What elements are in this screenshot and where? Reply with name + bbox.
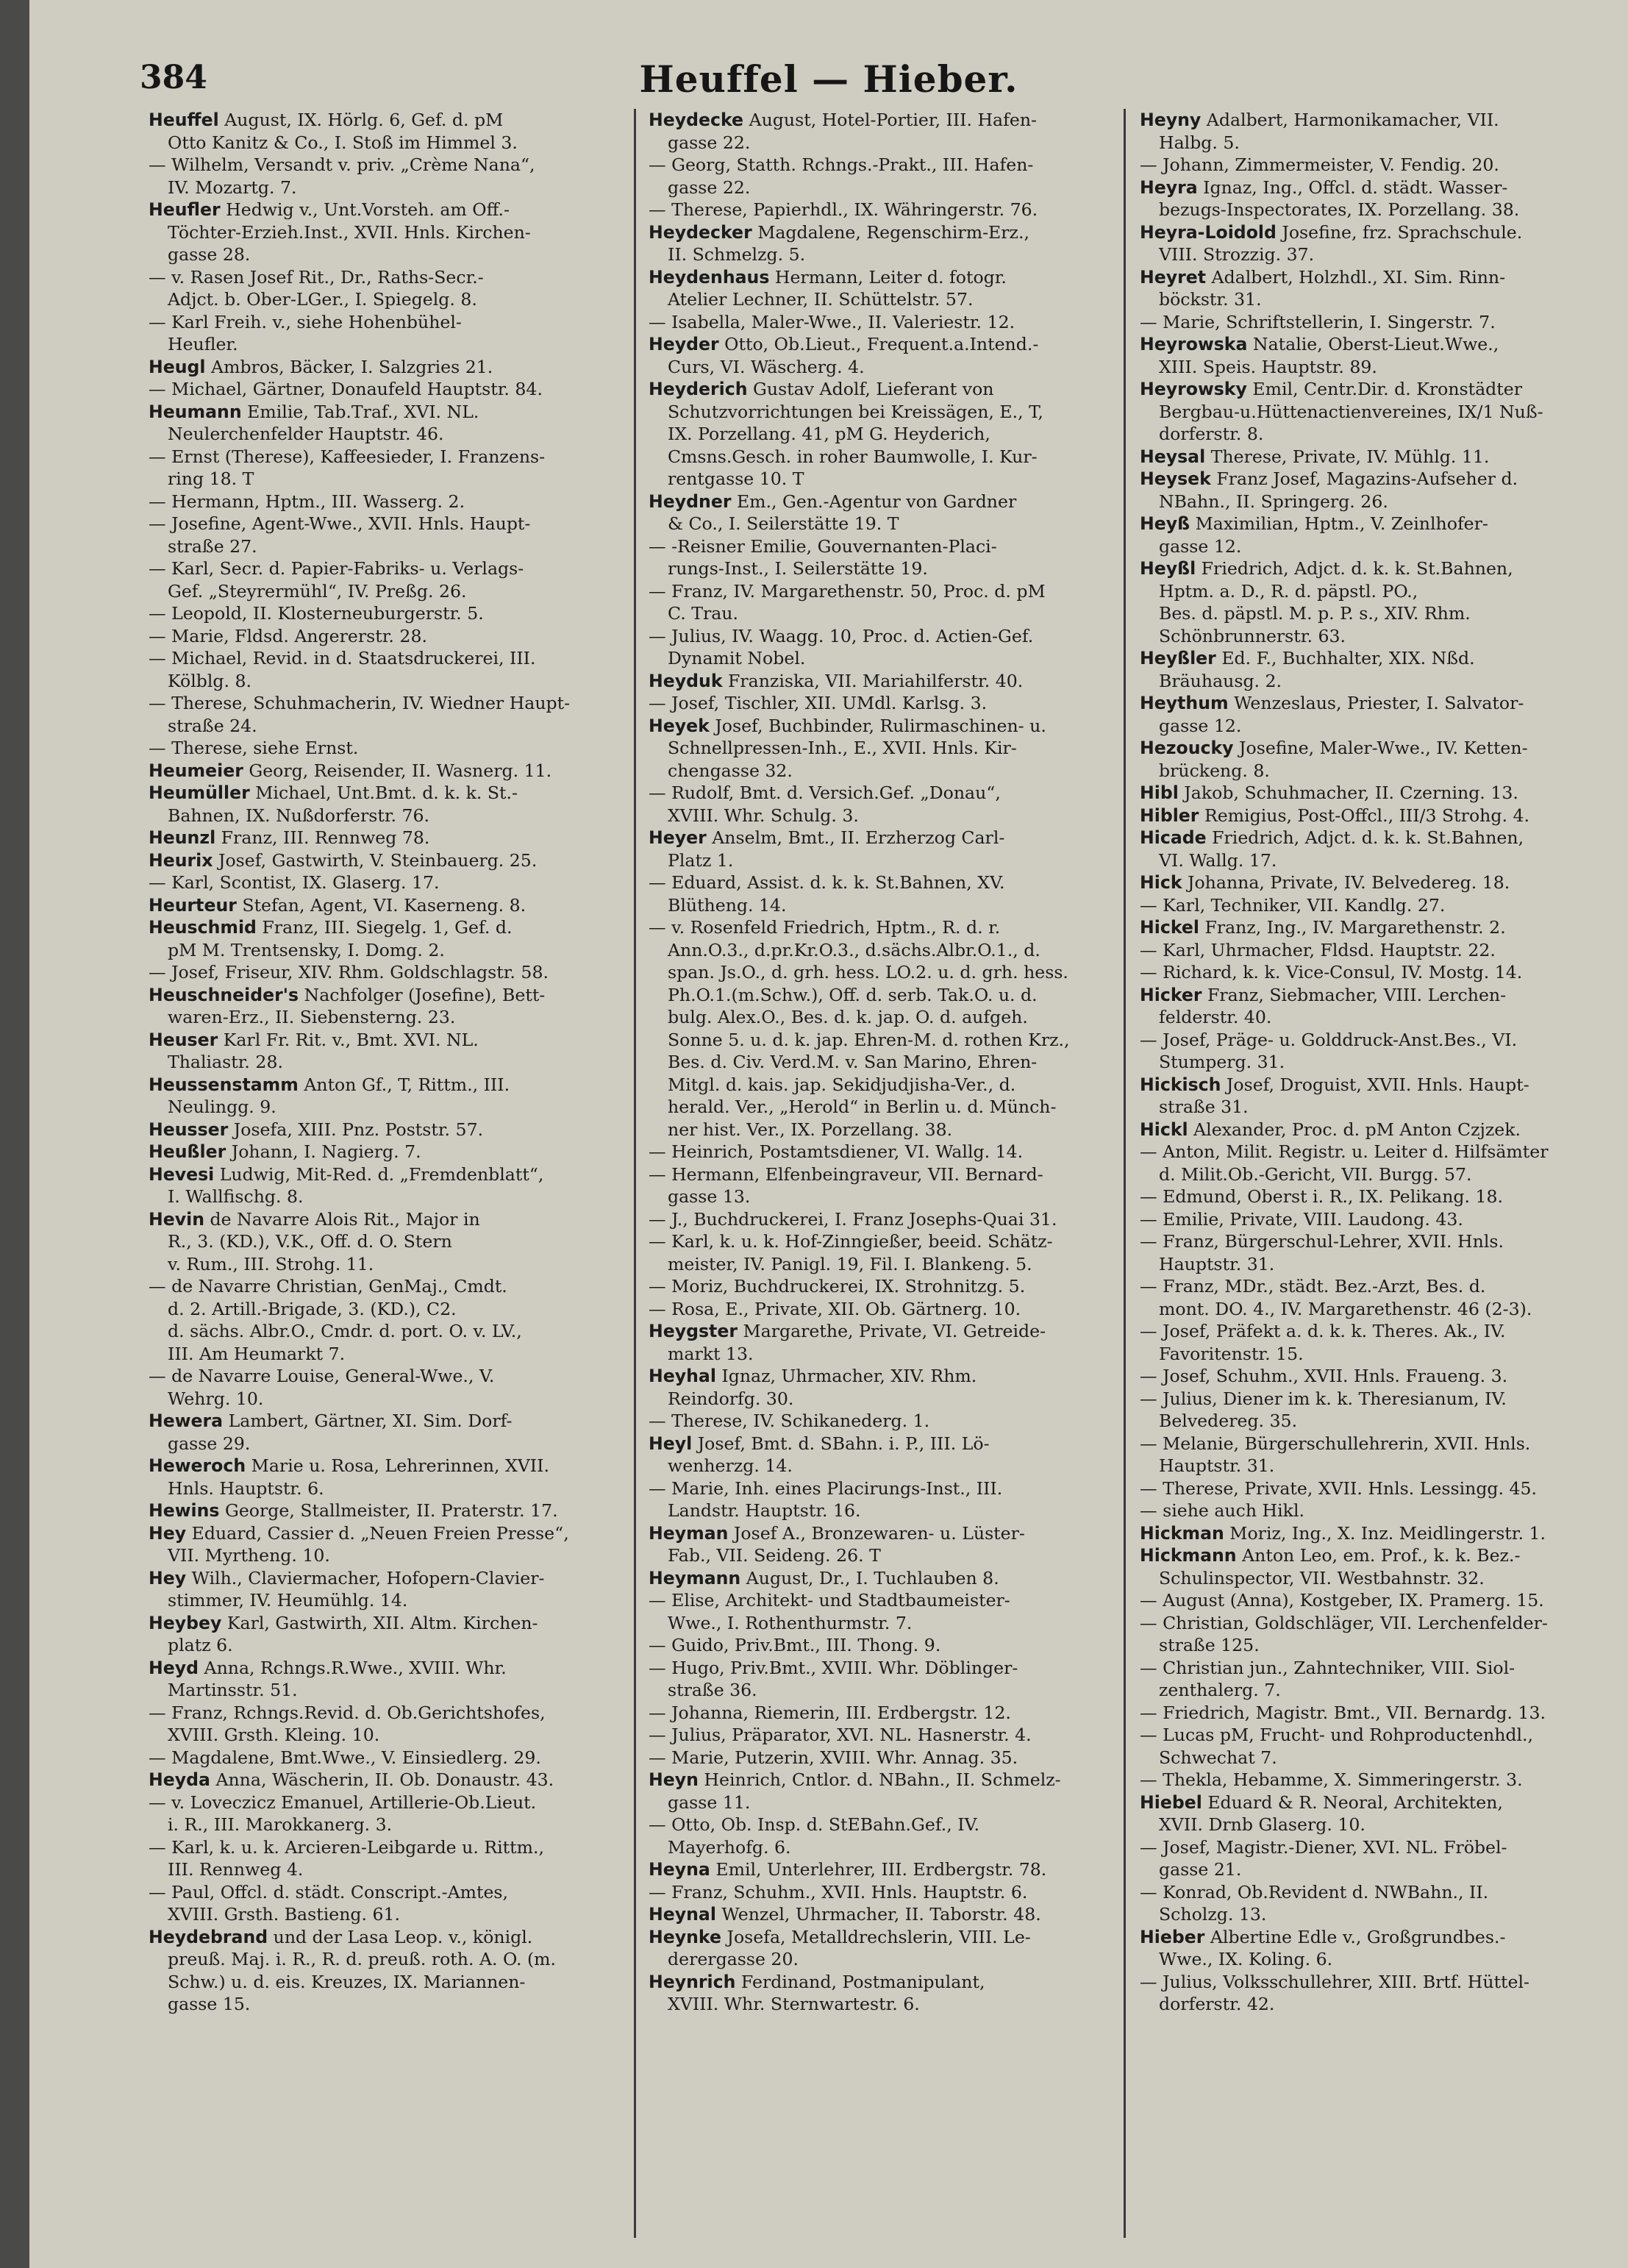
- directory-entry: — Josef, Schuhm., XVII. Hnls. Fraueng. 3.: [1140, 1366, 1508, 1386]
- directory-entry: — Michael, Revid. in d. Staatsdruckerei, III.: [149, 648, 536, 668]
- entry-continuation: Hauptstr. 31.: [1159, 1253, 1275, 1274]
- directory-entry: Hiebel Eduard & R. Neoral, Architekten,: [1140, 1791, 1503, 1813]
- entry-continuation: gasse 21.: [1159, 1859, 1242, 1880]
- directory-entry: — Rudolf, Bmt. d. Versich.Gef. „Donau“,: [649, 782, 1001, 803]
- entry-continuation: VI. Wallg. 17.: [1159, 849, 1277, 871]
- entry-continuation: Dynamit Nobel.: [668, 648, 806, 668]
- entry-continuation: felderstr. 40.: [1159, 1007, 1272, 1027]
- entry-continuation: Bes. d. päpstl. M. p. P. s., XIV. Rhm.: [1159, 603, 1471, 624]
- entry-continuation: Kölblg. 8.: [168, 670, 252, 691]
- directory-entry: Heygster Margarethe, Private, VI. Getreide-: [649, 1321, 1046, 1341]
- directory-entry: — Franz, IV. Margarethenstr. 50, Proc. d. pM: [649, 580, 1046, 602]
- entry-continuation: v. Rum., III. Strohg. 11.: [168, 1253, 374, 1274]
- directory-entry: — Karl, Techniker, VII. Kandlg. 27.: [1140, 894, 1446, 916]
- directory-entry: Heyduk Franziska, VII. Mariahilferstr. 40.: [649, 670, 1024, 691]
- directory-entry: — Marie, Schriftstellerin, I. Singerstr. 7.: [1140, 311, 1496, 332]
- entry-continuation: gasse 22.: [668, 176, 751, 198]
- directory-entry: — Georg, Statth. Rchngs.-Prakt., III. Hafen-: [649, 154, 1034, 175]
- entry-continuation: ner hist. Ver., IX. Porzellang. 38.: [668, 1119, 953, 1140]
- directory-entry: — Therese, IV. Schikanederg. 1.: [649, 1411, 930, 1431]
- entry-continuation: gasse 12.: [1159, 535, 1242, 557]
- entry-continuation: Atelier Lechner, II. Schüttelstr. 57.: [668, 289, 974, 310]
- entry-continuation: IX. Porzellang. 41, pM G. Heyderich,: [668, 424, 990, 444]
- directory-entry: Heyny Adalbert, Harmonikamacher, VII.: [1140, 110, 1499, 130]
- directory-entry: — Edmund, Oberst i. R., IX. Pelikang. 18.: [1140, 1186, 1504, 1207]
- entry-continuation: gasse 15.: [168, 1994, 251, 2014]
- directory-entry: Heussenstamm Anton Gf., T, Rittm., III.: [149, 1074, 510, 1095]
- column-right: [1140, 109, 1610, 2242]
- directory-entry: — J., Buchdruckerei, I. Franz Josephs-Quai 31.: [649, 1208, 1057, 1230]
- entry-continuation: Adjct. b. Ober-LGer., I. Spiegelg. 8.: [168, 289, 477, 310]
- entry-continuation: bezugs-Inspectorates, IX. Porzellang. 38.: [1159, 199, 1520, 220]
- directory-entry: — v. Rosenfeld Friedrich, Hptm., R. d. r.: [649, 917, 1001, 938]
- directory-entry: — Friedrich, Magistr. Bmt., VII. Bernardg. 13.: [1140, 1702, 1546, 1723]
- directory-entry: Hick Johanna, Private, IV. Belvedereg. 18.: [1140, 872, 1510, 893]
- directory-entry: — Paul, Offcl. d. städt. Conscript.-Amtes,: [149, 1881, 509, 1903]
- entry-continuation: straße 24.: [168, 715, 257, 736]
- entry-continuation: Töchter-Erzieh.Inst., XVII. Hnls. Kirchen-: [168, 221, 531, 243]
- directory-entry: Heydecker Magdalene, Regenschirm-Erz.,: [649, 221, 1029, 243]
- directory-entry: Heyder Otto, Ob.Lieut., Frequent.a.Intend.-: [649, 334, 1039, 354]
- entry-continuation: waren-Erz., II. Siebensterng. 23.: [168, 1007, 456, 1027]
- directory-entry: — Rosa, E., Private, XII. Ob. Gärtnerg. 10.: [649, 1298, 1021, 1319]
- directory-entry: Heurteur Stefan, Agent, VI. Kaserneng. 8.: [149, 894, 526, 916]
- entry-continuation: span. Js.O., d. grh. hess. LO.2. u. d. grh. hess.: [668, 962, 1068, 983]
- directory-entry: — Hugo, Priv.Bmt., XVIII. Whr. Döblinger-: [649, 1657, 1018, 1678]
- directory-entry: — Franz, Schuhm., XVII. Hnls. Hauptstr. 6.: [649, 1881, 1028, 1903]
- entry-continuation: Bräuhausg. 2.: [1159, 670, 1282, 691]
- directory-entry: Heysek Franz Josef, Magazins-Aufseher d.: [1140, 468, 1518, 489]
- entry-continuation: Sonne 5. u. d. k. jap. Ehren-M. d. rothen Krz.,: [668, 1029, 1070, 1050]
- directory-entry: — Leopold, II. Klosterneuburgerstr. 5.: [149, 603, 484, 624]
- directory-entry: Heyßler Ed. F., Buchhalter, XIX. Nßd.: [1140, 648, 1475, 668]
- directory-entry: — Lucas pM, Frucht- und Rohproductenhdl.,: [1140, 1725, 1534, 1745]
- entry-continuation: mont. DO. 4., IV. Margarethenstr. 46 (2-3).: [1159, 1298, 1532, 1319]
- directory-entry: — Julius, Diener im k. k. Theresianum, IV.: [1140, 1388, 1507, 1409]
- entry-continuation: NBahn., II. Springerg. 26.: [1159, 491, 1388, 512]
- entry-continuation: Schulinspector, VII. Westbahnstr. 32.: [1159, 1567, 1485, 1588]
- directory-entry: Heugl Ambros, Bäcker, I. Salzgries 21.: [149, 356, 493, 377]
- entry-continuation: straße 125.: [1159, 1635, 1260, 1655]
- directory-entry: Hey Wilh., Claviermacher, Hofopern-Clavier-: [149, 1567, 545, 1588]
- directory-page: [29, 0, 1628, 2268]
- entry-continuation: rentgasse 10. T: [668, 468, 804, 489]
- directory-entry: — Karl, Uhrmacher, Fldsd. Hauptstr. 22.: [1140, 939, 1496, 960]
- directory-entry: Hibl Jakob, Schuhmacher, II. Czerning. 13.: [1140, 782, 1518, 803]
- directory-entry: — Marie, Inh. eines Placirungs-Inst., III.: [649, 1477, 1003, 1499]
- column-divider: [1124, 109, 1126, 2238]
- directory-entry: Heyß Maximilian, Hptm., V. Zeinlhofer-: [1140, 513, 1488, 534]
- entry-continuation: XVIII. Grsth. Kleing. 10.: [168, 1725, 380, 1745]
- entry-continuation: Stumperg. 31.: [1159, 1052, 1285, 1072]
- directory-entry: Heydner Em., Gen.-Agentur von Gardner: [649, 491, 1017, 512]
- directory-entry: Heynrich Ferdinand, Postmanipulant,: [649, 1971, 985, 1992]
- directory-entry: — Therese, siehe Ernst.: [149, 738, 359, 758]
- directory-entry: — Julius, IV. Waagg. 10, Proc. d. Actien-Gef.: [649, 625, 1034, 646]
- directory-entry: — Melanie, Bürgerschullehrerin, XVII. Hnls.: [1140, 1433, 1531, 1454]
- directory-entry: — Heinrich, Postamtsdiener, VI. Wallg. 14.: [649, 1141, 1024, 1162]
- entry-continuation: pM M. Trentsensky, I. Domg. 2.: [168, 939, 445, 960]
- entry-continuation: chengasse 32.: [668, 760, 793, 781]
- directory-entry: — Moriz, Buchdruckerei, IX. Strohnitzg. 5.: [649, 1276, 1026, 1297]
- entry-continuation: Thaliastr. 28.: [168, 1052, 283, 1072]
- directory-entry: — Wilhelm, Versandt v. priv. „Crème Nana“,: [149, 154, 535, 175]
- entry-continuation: Martinsstr. 51.: [168, 1680, 298, 1700]
- entry-continuation: derergasse 20.: [668, 1949, 799, 1969]
- directory-entry: Hicker Franz, Siebmacher, VIII. Lerchen-: [1140, 984, 1507, 1005]
- directory-entry: Heusser Josefa, XIII. Pnz. Poststr. 57.: [149, 1119, 484, 1140]
- entry-continuation: IV. Mozartg. 7.: [168, 176, 297, 198]
- entry-continuation: gasse 12.: [1159, 715, 1242, 736]
- entry-continuation: Schwechat 7.: [1159, 1747, 1277, 1768]
- directory-entry: — Karl, Scontist, IX. Glaserg. 17.: [149, 872, 440, 893]
- directory-entry: — de Navarre Louise, General-Wwe., V.: [149, 1366, 495, 1386]
- entry-continuation: ring 18. T: [168, 468, 254, 489]
- directory-entry: Heuffel August, IX. Hörlg. 6, Gef. d. pM: [149, 110, 504, 130]
- entry-continuation: Cmsns.Gesch. in roher Baumwolle, I. Kur-: [668, 446, 1038, 467]
- directory-entry: — Franz, MDr., städt. Bez.-Arzt, Bes. d.: [1140, 1276, 1486, 1297]
- entry-continuation: Bes. d. Civ. Verd.M. v. San Marino, Ehren-: [668, 1052, 1038, 1072]
- directory-entry: — Johann, Zimmermeister, V. Fendig. 20.: [1140, 154, 1499, 175]
- entry-continuation: Wwe., I. Rothenthurmstr. 7.: [668, 1612, 913, 1633]
- entry-continuation: Schönbrunnerstr. 63.: [1159, 625, 1346, 646]
- column-divider: [634, 109, 636, 2238]
- entry-continuation: XVIII. Whr. Schulg. 3.: [668, 805, 859, 826]
- entry-continuation: C. Trau.: [668, 603, 738, 624]
- entry-continuation: bulg. Alex.O., Bes. d. k. jap. O. d. aufgeh.: [668, 1007, 1028, 1027]
- entry-continuation: III. Rennweg 4.: [168, 1859, 304, 1880]
- entry-continuation: XVIII. Grsth. Bastieng. 61.: [168, 1904, 401, 1925]
- directory-entry: — Ernst (Therese), Kaffeesieder, I. Franzens-: [149, 446, 546, 467]
- entry-continuation: Gef. „Steyrermühl“, IV. Preßg. 26.: [168, 580, 467, 602]
- entry-continuation: dorferstr. 42.: [1159, 1994, 1275, 2014]
- directory-entry: Hicade Friedrich, Adjct. d. k. k. St.Bahnen,: [1140, 827, 1524, 848]
- directory-entry: — Marie, Putzerin, XVIII. Whr. Annag. 35.: [649, 1747, 1018, 1768]
- directory-entry: Heyhal Ignaz, Uhrmacher, XIV. Rhm.: [649, 1366, 977, 1386]
- column-middle: [649, 109, 1119, 2242]
- directory-entry: — Emilie, Private, VIII. Laudong. 43.: [1140, 1208, 1463, 1230]
- directory-entry: — Marie, Fldsd. Angererstr. 28.: [149, 625, 427, 646]
- directory-entry: — Guido, Priv.Bmt., III. Thong. 9.: [649, 1635, 941, 1655]
- directory-entry: Heyer Anselm, Bmt., II. Erzherzog Carl-: [649, 827, 1005, 848]
- entry-continuation: Schnellpressen-Inh., E., XVII. Hnls. Kir-: [668, 738, 1017, 758]
- directory-entry: — Josefine, Agent-Wwe., XVII. Hnls. Haupt-: [149, 513, 531, 534]
- directory-entry: — Anton, Milit. Registr. u. Leiter d. Hilfsämter: [1140, 1141, 1549, 1162]
- entry-continuation: gasse 29.: [168, 1433, 251, 1454]
- directory-entry: — Therese, Schuhmacherin, IV. Wiedner Haupt-: [149, 693, 571, 713]
- directory-entry: Hickisch Josef, Droguist, XVII. Hnls. Haupt-: [1140, 1074, 1529, 1095]
- directory-entry: Heurix Josef, Gastwirth, V. Steinbauerg. 25.: [149, 849, 538, 871]
- directory-entry: Heyra Ignaz, Ing., Offcl. d. städt. Wasser-: [1140, 176, 1508, 198]
- directory-entry: Hieber Albertine Edle v., Großgrundbes.-: [1140, 1926, 1506, 1947]
- entry-continuation: VII. Myrtheng. 10.: [168, 1545, 330, 1566]
- directory-entry: — Josef, Tischler, XII. UMdl. Karlsg. 3.: [649, 693, 988, 713]
- directory-entry: — v. Loveczicz Emanuel, Artillerie-Ob.Lieut.: [149, 1791, 537, 1813]
- directory-entry: Hickman Moriz, Ing., X. Inz. Meidlingerstr. 1.: [1140, 1522, 1546, 1544]
- entry-continuation: Neulerchenfelder Hauptstr. 46.: [168, 424, 444, 444]
- directory-entry: — Elise, Architekt- und Stadtbaumeister-: [649, 1590, 1010, 1611]
- directory-entry: Heuser Karl Fr. Rit. v., Bmt. XVI. NL.: [149, 1029, 479, 1050]
- entry-continuation: II. Schmelzg. 5.: [668, 244, 806, 265]
- entry-continuation: dorferstr. 8.: [1159, 424, 1264, 444]
- directory-entry: Heydecke August, Hotel-Portier, III. Hafen-: [649, 110, 1037, 130]
- directory-entry: — Hermann, Elfenbeingraveur, VII. Bernard-: [649, 1163, 1043, 1185]
- directory-entry: Heyn Heinrich, Cntlor. d. NBahn., II. Schmelz-: [649, 1769, 1061, 1790]
- directory-entry: Heythum Wenzeslaus, Priester, I. Salvator-: [1140, 693, 1524, 713]
- entry-continuation: Curs, VI. Wäscherg. 4.: [668, 356, 865, 377]
- directory-entry: Heynal Wenzel, Uhrmacher, II. Taborstr. 48.: [649, 1904, 1041, 1925]
- entry-continuation: gasse 28.: [168, 244, 251, 265]
- entry-continuation: Halbg. 5.: [1159, 132, 1240, 153]
- directory-entry: Heydebrand und der Lasa Leop. v., königl.: [149, 1926, 533, 1947]
- entry-continuation: preuß. Maj. i. R., R. d. preuß. roth. A. O. (m.: [168, 1949, 557, 1969]
- directory-entry: — Eduard, Assist. d. k. k. St.Bahnen, XV.: [649, 872, 1005, 893]
- directory-entry: — Thekla, Hebamme, X. Simmeringerstr. 3.: [1140, 1769, 1523, 1790]
- entry-continuation: Blütheng. 14.: [668, 894, 787, 916]
- directory-entry: Heuschneider's Nachfolger (Josefine), Bett-: [149, 984, 546, 1005]
- directory-entry: Heufler Hedwig v., Unt.Vorsteh. am Off.-: [149, 199, 510, 220]
- directory-entry: — Therese, Papierhdl., IX. Währingerstr. 76.: [649, 199, 1038, 220]
- entry-continuation: XIII. Speis. Hauptstr. 89.: [1159, 356, 1377, 377]
- entry-continuation: Fab., VII. Seideng. 26. T: [668, 1545, 881, 1566]
- directory-entry: — Karl, Secr. d. Papier-Fabriks- u. Verlags-: [149, 558, 524, 579]
- entry-continuation: straße 27.: [168, 535, 257, 557]
- directory-entry: Heweroch Marie u. Rosa, Lehrerinnen, XVII.: [149, 1455, 549, 1476]
- directory-entry: Hewins George, Stallmeister, II. Praterstr. 17.: [149, 1500, 558, 1521]
- entry-continuation: Schw.) u. d. eis. Kreuzes, IX. Mariannen-: [168, 1971, 526, 1992]
- entry-continuation: Reindorfg. 30.: [668, 1388, 794, 1409]
- directory-entry: — Josef, Präge- u. Golddruck-Anst.Bes., VI.: [1140, 1029, 1518, 1050]
- directory-entry: — Johanna, Riemerin, III. Erdbergstr. 12.: [649, 1702, 1011, 1723]
- directory-entry: — Isabella, Maler-Wwe., II. Valeriestr. 12.: [649, 311, 1015, 332]
- directory-entry: Heyman Josef A., Bronzewaren- u. Lüster-: [649, 1522, 1025, 1544]
- entry-continuation: Platz 1.: [668, 849, 734, 871]
- entry-continuation: Hptm. a. D., R. d. päpstl. PO.,: [1159, 580, 1418, 602]
- directory-entry: Heumüller Michael, Unt.Bmt. d. k. k. St.-: [149, 782, 518, 803]
- directory-entry: — Michael, Gärtner, Donaufeld Hauptstr. 84.: [149, 379, 543, 399]
- directory-entry: — Magdalene, Bmt.Wwe., V. Einsiedlerg. 29.: [149, 1747, 541, 1768]
- directory-entry: Heyrowsky Emil, Centr.Dir. d. Kronstädter: [1140, 379, 1522, 399]
- directory-entry: Heyek Josef, Buchbinder, Rulirmaschinen- u.: [649, 715, 1046, 736]
- entry-continuation: Landstr. Hauptstr. 16.: [668, 1500, 861, 1521]
- directory-entry: Heysal Therese, Private, IV. Mühlg. 11.: [1140, 446, 1490, 467]
- entry-continuation: Otto Kanitz & Co., I. Stoß im Himmel 3.: [168, 132, 518, 153]
- entry-continuation: brückeng. 8.: [1159, 760, 1270, 781]
- running-head: Heuffel — Hieber.: [639, 57, 1018, 101]
- directory-entry: — Karl Freih. v., siehe Hohenbühel-: [149, 311, 462, 332]
- entry-continuation: herald. Ver., „Herold“ in Berlin u. d. Münch-: [668, 1096, 1057, 1117]
- directory-entry: Hickl Alexander, Proc. d. pM Anton Czjzek.: [1140, 1119, 1521, 1140]
- entry-continuation: Mayerhofg. 6.: [668, 1836, 791, 1858]
- entry-continuation: Scholzg. 13.: [1159, 1904, 1267, 1925]
- directory-entry: Heyl Josef, Bmt. d. SBahn. i. P., III. Lö-: [649, 1433, 990, 1454]
- entry-continuation: gasse 22.: [668, 132, 751, 153]
- directory-entry: Hey Eduard, Cassier d. „Neuen Freien Presse“,: [149, 1522, 569, 1544]
- directory-entry: Heybey Karl, Gastwirth, XII. Altm. Kirchen-: [149, 1612, 538, 1633]
- entry-continuation: straße 36.: [668, 1680, 757, 1700]
- entry-continuation: Schutzvorrichtungen bei Kreissägen, E., T,: [668, 401, 1043, 422]
- directory-entry: — August (Anna), Kostgeber, IX. Pramerg. 15.: [1140, 1590, 1544, 1611]
- entry-continuation: gasse 13.: [668, 1186, 751, 1207]
- entry-continuation: straße 31.: [1159, 1096, 1249, 1117]
- entry-continuation: Ann.O.3., d.pr.Kr.O.3., d.sächs.Albr.O.1., d.: [668, 939, 1040, 960]
- entry-continuation: XVII. Drnb Glaserg. 10.: [1159, 1814, 1365, 1835]
- entry-continuation: XVIII. Whr. Sternwartestr. 6.: [668, 1994, 920, 2014]
- directory-entry: — Konrad, Ob.Revident d. NWBahn., II.: [1140, 1881, 1489, 1903]
- entry-continuation: zenthalerg. 7.: [1159, 1680, 1281, 1700]
- entry-continuation: d. 2. Artill.-Brigade, 3. (KD.), C2.: [168, 1298, 457, 1319]
- entry-continuation: Wehrg. 10.: [168, 1388, 264, 1409]
- directory-entry: Heunzl Franz, III. Rennweg 78.: [149, 827, 430, 848]
- directory-entry: Hickmann Anton Leo, em. Prof., k. k. Bez.-: [1140, 1545, 1521, 1566]
- directory-entry: — Otto, Ob. Insp. d. StEBahn.Gef., IV.: [649, 1814, 979, 1835]
- entry-continuation: stimmer, IV. Heumühlg. 14.: [168, 1590, 408, 1611]
- directory-entry: — Julius, Präparator, XVI. NL. Hasnerstr. 4.: [649, 1725, 1032, 1745]
- directory-entry: — Christian jun., Zahntechniker, VIII. Siol-: [1140, 1657, 1515, 1678]
- directory-entry: — Karl, k. u. k. Arcieren-Leibgarde u. Rittm.,: [149, 1836, 544, 1858]
- directory-entry: Hewera Lambert, Gärtner, XI. Sim. Dorf-: [149, 1411, 513, 1431]
- column-left: [149, 109, 619, 2242]
- directory-entry: Heyrowska Natalie, Oberst-Lieut.Wwe.,: [1140, 334, 1499, 354]
- directory-entry: Heumeier Georg, Reisender, II. Wasnerg. 11.: [149, 760, 552, 781]
- directory-entry: Heyra-Loidold Josefine, frz. Sprachschule.: [1140, 221, 1523, 243]
- page-number: 384: [140, 59, 207, 96]
- entry-continuation: böckstr. 31.: [1159, 289, 1262, 310]
- directory-entry: — Therese, Private, XVII. Hnls. Lessingg. 45.: [1140, 1477, 1538, 1499]
- entry-continuation: Bahnen, IX. Nußdorferstr. 76.: [168, 805, 430, 826]
- directory-entry: Heynke Josefa, Metalldrechslerin, VIII. Le-: [649, 1926, 1031, 1947]
- directory-entry: Hevin de Navarre Alois Rit., Major in: [149, 1208, 480, 1230]
- directory-entry: Heußler Johann, I. Nagierg. 7.: [149, 1141, 421, 1162]
- page-header: [29, 51, 1628, 110]
- directory-entry: Hevesi Ludwig, Mit-Red. d. „Fremdenblatt“,: [149, 1163, 544, 1185]
- entry-continuation: Heufler.: [168, 334, 238, 354]
- entry-continuation: Favoritenstr. 15.: [1159, 1343, 1304, 1364]
- directory-entry: Heyda Anna, Wäscherin, II. Ob. Donaustr. 43.: [149, 1769, 554, 1790]
- directory-entry: — Julius, Volksschullehrer, XIII. Brtf. Hüttel-: [1140, 1971, 1530, 1992]
- entry-continuation: Belvedereg. 35.: [1159, 1411, 1298, 1431]
- directory-entry: Heymann August, Dr., I. Tuchlauben 8.: [649, 1567, 999, 1588]
- entry-continuation: platz 6.: [168, 1635, 233, 1655]
- entry-continuation: gasse 11.: [668, 1791, 751, 1813]
- directory-entry: — Josef, Friseur, XIV. Rhm. Goldschlagstr. 58.: [149, 962, 549, 983]
- directory-entry: Heyd Anna, Rchngs.R.Wwe., XVIII. Whr.: [149, 1657, 507, 1678]
- directory-entry: — Franz, Rchngs.Revid. d. Ob.Gerichtshofes,: [149, 1702, 546, 1723]
- directory-entry: — Richard, k. k. Vice-Consul, IV. Mostg. 14.: [1140, 962, 1523, 983]
- directory-entry: Heumann Emilie, Tab.Traf., XVI. NL.: [149, 401, 479, 422]
- entry-continuation: rungs-Inst., I. Seilerstätte 19.: [668, 558, 928, 579]
- directory-entry: Hezoucky Josefine, Maler-Wwe., IV. Ketten-: [1140, 738, 1528, 758]
- entry-continuation: I. Wallfischg. 8.: [168, 1186, 304, 1207]
- directory-entry: — -Reisner Emilie, Gouvernanten-Placi-: [649, 535, 997, 557]
- directory-entry: Hickel Franz, Ing., IV. Margarethenstr. 2.: [1140, 917, 1506, 938]
- entry-continuation: markt 13.: [668, 1343, 754, 1364]
- directory-entry: — Josef, Magistr.-Diener, XVI. NL. Fröbel-: [1140, 1836, 1507, 1858]
- directory-entry: — Christian, Goldschläger, VII. Lerchenfelder-: [1140, 1612, 1548, 1633]
- entry-continuation: d. sächs. Albr.O., Cmdr. d. port. O. v. LV.,: [168, 1321, 522, 1341]
- directory-entry: Heyna Emil, Unterlehrer, III. Erdbergstr. 78.: [649, 1859, 1047, 1880]
- directory-entry: — Karl, k. u. k. Hof-Zinngießer, beeid. Schätz-: [649, 1231, 1053, 1252]
- directory-entry: — siehe auch Hikl.: [1140, 1500, 1305, 1521]
- directory-entry: — Hermann, Hptm., III. Wasserg. 2.: [149, 491, 465, 512]
- entry-continuation: Ph.O.1.(m.Schw.), Off. d. serb. Tak.O. u. d.: [668, 984, 1038, 1005]
- entry-continuation: Neulingg. 9.: [168, 1096, 276, 1117]
- directory-entry: Heuschmid Franz, III. Siegelg. 1, Gef. d.: [149, 917, 513, 938]
- directory-entry: — Josef, Präfekt a. d. k. k. Theres. Ak., IV.: [1140, 1321, 1506, 1341]
- entry-continuation: meister, IV. Panigl. 19, Fil. I. Blankeng. 5.: [668, 1253, 1032, 1274]
- entry-continuation: Wwe., IX. Koling. 6.: [1159, 1949, 1333, 1969]
- directory-entry: Heyderich Gustav Adolf, Lieferant von: [649, 379, 994, 399]
- directory-entry: Hibler Remigius, Post-Offcl., III/3 Strohg. 4.: [1140, 805, 1529, 826]
- entry-continuation: Bergbau-u.Hüttenactienvereines, IX/1 Nuß-: [1159, 401, 1543, 422]
- directory-entry: — Franz, Bürgerschul-Lehrer, XVII. Hnls.: [1140, 1231, 1504, 1252]
- entry-continuation: R., 3. (KD.), V.K., Off. d. O. Stern: [168, 1231, 452, 1252]
- directory-entry: Heyret Adalbert, Holzhdl., XI. Sim. Rinn-: [1140, 266, 1506, 288]
- directory-entry: Heyßl Friedrich, Adjct. d. k. k. St.Bahnen,: [1140, 558, 1513, 579]
- entry-continuation: wenherzg. 14.: [668, 1455, 793, 1476]
- entry-continuation: Mitgl. d. kais. jap. Sekidjudjisha-Ver., d.: [668, 1074, 1016, 1095]
- entry-continuation: d. Milit.Ob.-Gericht, VII. Burgg. 57.: [1159, 1163, 1472, 1185]
- entry-continuation: i. R., III. Marokkanerg. 3.: [168, 1814, 393, 1835]
- entry-continuation: VIII. Strozzig. 37.: [1159, 244, 1315, 265]
- directory-entry: Heydenhaus Hermann, Leiter d. fotogr.: [649, 266, 1007, 288]
- directory-entry: — de Navarre Christian, GenMaj., Cmdt.: [149, 1276, 507, 1297]
- entry-continuation: & Co., I. Seilerstätte 19. T: [668, 513, 899, 534]
- directory-entry: — v. Rasen Josef Rit., Dr., Raths-Secr.-: [149, 266, 484, 288]
- entry-continuation: Hauptstr. 31.: [1159, 1455, 1275, 1476]
- entry-continuation: III. Am Heumarkt 7.: [168, 1343, 346, 1364]
- entry-continuation: Hnls. Hauptstr. 6.: [168, 1477, 324, 1499]
